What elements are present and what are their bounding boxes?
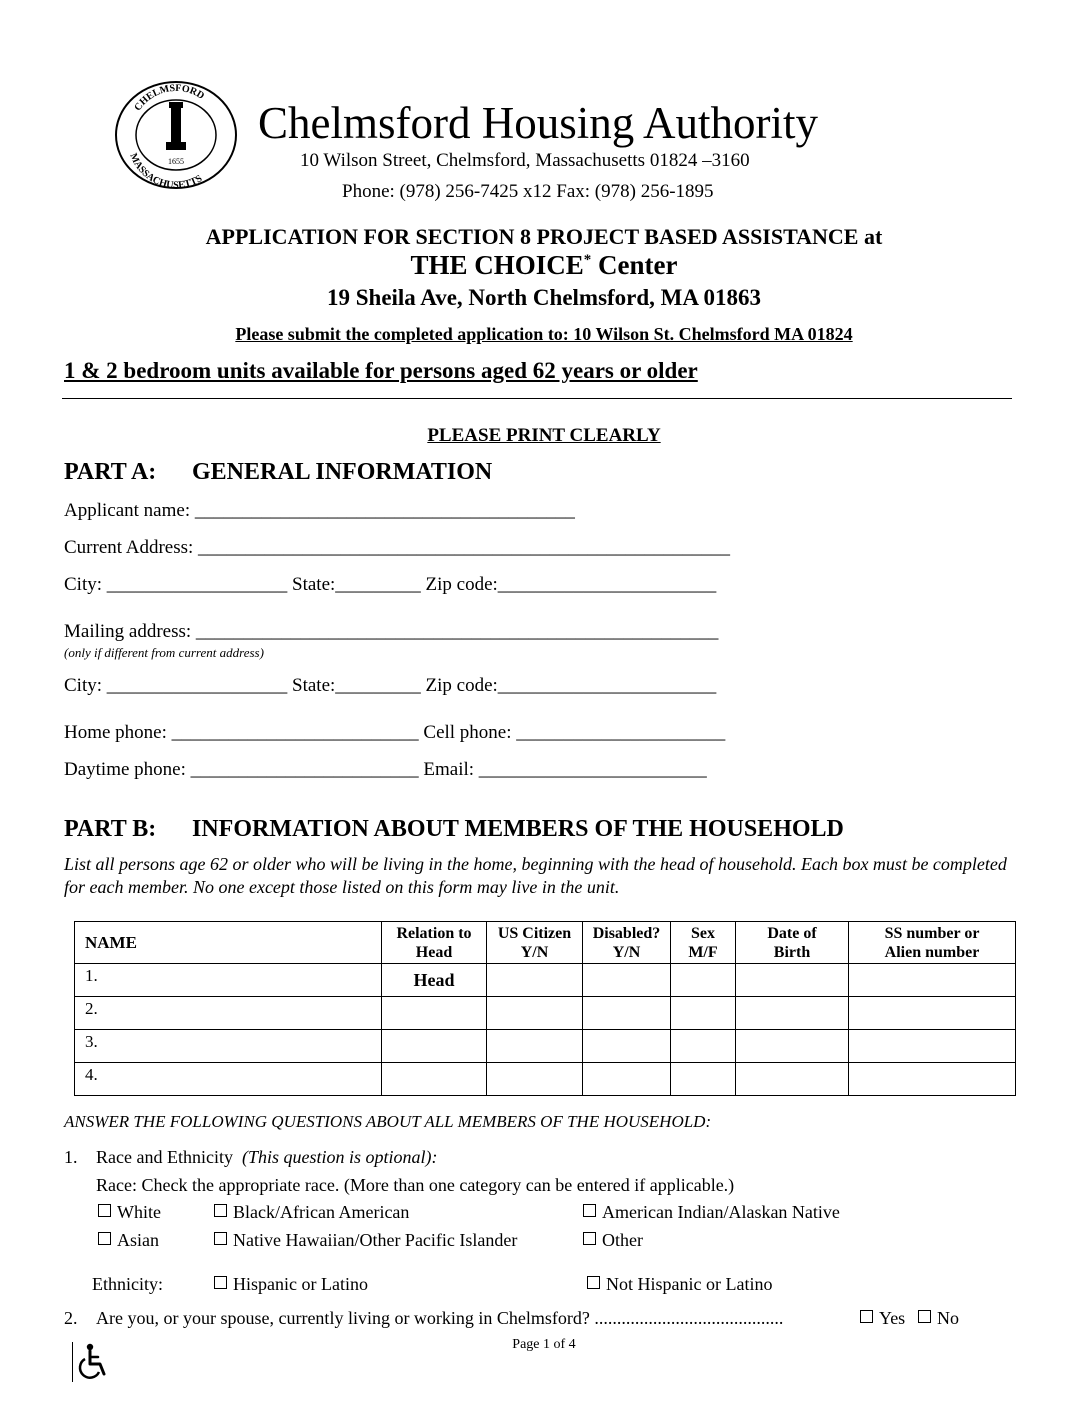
- column-header-citizen: US Citizen Y/N: [487, 922, 583, 964]
- race-option-other[interactable]: Other: [583, 1230, 643, 1251]
- table-row: [75, 1063, 1016, 1096]
- center-address: 19 Sheila Ave, North Chelmsford, MA 01863: [326, 285, 761, 310]
- relation-cell[interactable]: [382, 1030, 487, 1063]
- sex-cell[interactable]: [671, 1063, 736, 1096]
- disabled-cell[interactable]: [583, 997, 671, 1030]
- table-row: [75, 964, 1016, 997]
- race-option-black[interactable]: Black/African American: [214, 1202, 409, 1223]
- mailing-city-state-zip-field[interactable]: City: ___________________ State:_________ Zip code:_______________________: [64, 675, 717, 696]
- question-2-text: Are you, or your spouse, currently living or working in Chelmsford? ..........................................: [96, 1308, 784, 1328]
- svg-text:CHELMSFORD: CHELMSFORD: [132, 82, 207, 114]
- applicant-name-field[interactable]: Applicant name: ________________________________________: [64, 500, 575, 521]
- authority-phone: Phone: (978) 256-7425 x12 Fax: (978) 256-1895: [342, 181, 714, 202]
- print-clearly-note: PLEASE PRINT CLEARLY: [427, 425, 661, 446]
- table-header-row: [75, 922, 1016, 964]
- ethnicity-option-not-hispanic[interactable]: Not Hispanic or Latino: [587, 1274, 772, 1295]
- relation-cell[interactable]: [382, 1063, 487, 1096]
- column-header-relation: Relation to Head: [382, 922, 487, 964]
- race-option-white[interactable]: White: [98, 1202, 161, 1223]
- race-option-asian[interactable]: Asian: [98, 1230, 159, 1251]
- checkbox-icon[interactable]: [587, 1276, 600, 1289]
- race-prompt: Race: Check the appropriate race. (More than one category can be entered if applicable.): [96, 1175, 735, 1195]
- column-header-sex: Sex M/F: [671, 922, 736, 964]
- page-number: Page 1 of 4: [512, 1337, 576, 1352]
- center-name: THE CHOICE* Center: [410, 250, 678, 280]
- column-header-ss-number: SS number or Alien number: [849, 922, 1016, 964]
- application-title: APPLICATION FOR SECTION 8 PROJECT BASED ASSISTANCE at: [205, 224, 883, 249]
- checkbox-icon[interactable]: [98, 1204, 111, 1217]
- checkbox-icon[interactable]: [583, 1204, 596, 1217]
- member-name-cell[interactable]: 2.: [75, 997, 382, 1030]
- race-option-pacific-islander[interactable]: Native Hawaiian/Other Pacific Islander: [214, 1230, 517, 1251]
- race-option-american-indian[interactable]: American Indian/Alaskan Native: [583, 1202, 840, 1223]
- dob-cell[interactable]: [736, 1063, 849, 1096]
- disabled-cell[interactable]: [583, 1063, 671, 1096]
- member-name-cell[interactable]: 3.: [75, 1030, 382, 1063]
- question-2-no-option[interactable]: No: [918, 1308, 959, 1329]
- ss-number-cell[interactable]: [849, 1030, 1016, 1063]
- mailing-address-field[interactable]: Mailing address: _______________________________________________________: [64, 621, 719, 642]
- questions-heading: ANSWER THE FOLLOWING QUESTIONS ABOUT ALL MEMBERS OF THE HOUSEHOLD:: [64, 1112, 712, 1131]
- part-b-heading: PART B: INFORMATION ABOUT MEMBERS OF THE HOUSEHOLD: [64, 816, 844, 842]
- member-name-cell[interactable]: 1.: [75, 964, 382, 997]
- question-2-number: 2.: [64, 1308, 78, 1328]
- checkbox-icon[interactable]: [214, 1204, 227, 1217]
- column-header-disabled: Disabled? Y/N: [583, 922, 671, 964]
- disabled-cell[interactable]: [583, 964, 671, 997]
- sex-cell[interactable]: [671, 997, 736, 1030]
- household-instructions: List all persons age 62 or older who will be living in the home, beginning with the head of household. Each box must be completed for each member. No one except those listed on this form may live in the unit.: [64, 854, 1007, 897]
- ethnicity-label: Ethnicity:: [92, 1274, 163, 1294]
- column-header-name: NAME: [75, 922, 382, 964]
- table-row: [75, 997, 1016, 1030]
- citizen-cell[interactable]: [487, 1030, 583, 1063]
- citizen-cell[interactable]: [487, 964, 583, 997]
- table-row: [75, 1030, 1016, 1063]
- question-1-label: Race and Ethnicity (This question is optional):: [96, 1147, 438, 1167]
- current-address-field[interactable]: Current Address: ________________________________________________________: [64, 537, 731, 558]
- dob-cell[interactable]: [736, 1030, 849, 1063]
- checkbox-icon[interactable]: [918, 1310, 931, 1323]
- dob-cell[interactable]: [736, 964, 849, 997]
- sex-cell[interactable]: [671, 964, 736, 997]
- authority-address: 10 Wilson Street, Chelmsford, Massachusetts 01824 –3160: [300, 150, 750, 171]
- part-a-heading: PART A: GENERAL INFORMATION: [64, 459, 493, 485]
- citizen-cell[interactable]: [487, 997, 583, 1030]
- member-name-cell[interactable]: 4.: [75, 1063, 382, 1096]
- citizen-cell[interactable]: [487, 1063, 583, 1096]
- question-1-number: 1.: [64, 1147, 78, 1167]
- checkbox-icon[interactable]: [860, 1310, 873, 1323]
- relation-cell[interactable]: Head: [382, 964, 487, 997]
- household-members-table: [74, 921, 1016, 1096]
- checkbox-icon[interactable]: [214, 1276, 227, 1289]
- units-availability-note: 1 & 2 bedroom units available for persons aged 62 years or older: [64, 358, 698, 383]
- chelmsford-seal-logo: [114, 80, 238, 190]
- ss-number-cell[interactable]: [849, 964, 1016, 997]
- mailing-address-note: (only if different from current address): [64, 645, 264, 660]
- checkbox-icon[interactable]: [98, 1232, 111, 1245]
- checkbox-icon[interactable]: [583, 1232, 596, 1245]
- ss-number-cell[interactable]: [849, 997, 1016, 1030]
- svg-text:1655: 1655: [168, 157, 184, 166]
- sex-cell[interactable]: [671, 1030, 736, 1063]
- home-cell-phone-field[interactable]: Home phone: __________________________ Cell phone: ______________________: [64, 722, 726, 743]
- dob-cell[interactable]: [736, 997, 849, 1030]
- column-header-dob: Date of Birth: [736, 922, 849, 964]
- ethnicity-option-hispanic[interactable]: Hispanic or Latino: [214, 1274, 368, 1295]
- checkbox-icon[interactable]: [214, 1232, 227, 1245]
- ss-number-cell[interactable]: [849, 1063, 1016, 1096]
- question-2-yes-option[interactable]: Yes: [860, 1308, 905, 1329]
- city-state-zip-field[interactable]: City: ___________________ State:_________ Zip code:_______________________: [64, 574, 717, 595]
- submit-instructions: Please submit the completed application to: 10 Wilson St. Chelmsford MA 01824: [235, 324, 853, 344]
- svg-text:MASSACHUSETTS: MASSACHUSETTS: [127, 151, 205, 190]
- relation-cell[interactable]: [382, 997, 487, 1030]
- daytime-phone-email-field[interactable]: Daytime phone: ________________________ Email: ________________________: [64, 759, 707, 780]
- divider-rule: [62, 398, 1012, 399]
- authority-title: Chelmsford Housing Authority: [258, 98, 818, 148]
- disabled-cell[interactable]: [583, 1030, 671, 1063]
